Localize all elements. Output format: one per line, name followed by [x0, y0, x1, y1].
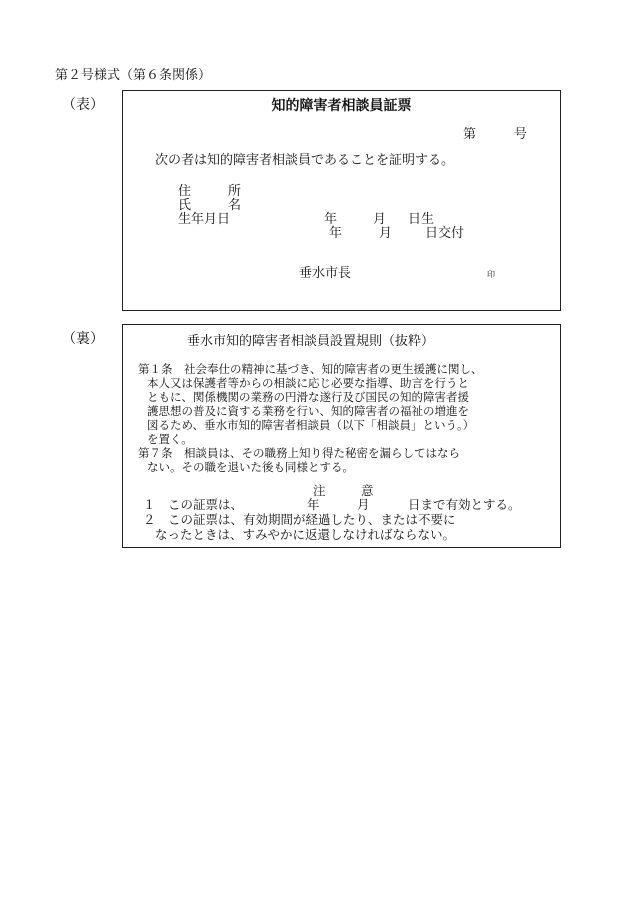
name-label-1: 氏: [178, 198, 192, 213]
mayor-title: 垂水市長: [299, 266, 352, 281]
form-number-label: 第２号様式（第６条関係）: [55, 68, 212, 83]
front-side-label: （表）: [62, 97, 104, 113]
article-line-2: 本人又は保護者等からの相談に応じ必要な指導、助言を行うと: [147, 376, 469, 390]
certificate-title: 知的障害者相談員証票: [271, 98, 412, 114]
back-side-label: （裏）: [62, 331, 104, 347]
issue-year: 年: [329, 226, 343, 241]
issue-day: 日交付: [425, 226, 465, 241]
notice-2-line-1: ２ この証票は、有効期間が経過したり、または不要に: [143, 512, 456, 527]
notice-2-line-2: なったときは、すみやかに返還しなければならない。: [155, 527, 456, 542]
article-line-6: を置く。: [147, 432, 193, 446]
birthdate-label: 生年月日: [178, 212, 231, 227]
address-label-1: 住: [178, 184, 192, 199]
birth-year: 年: [324, 212, 338, 227]
birth-month: 月: [373, 212, 387, 227]
notice-heading-2: 意: [361, 483, 374, 498]
number-go: 号: [514, 127, 528, 142]
seal-mark: 印: [487, 270, 495, 279]
issue-month: 月: [379, 226, 393, 241]
name-label-2: 名: [228, 198, 242, 213]
article-line-1: 第１条 社会奉仕の精神に基づき、知的障害者の更生援護に関し、: [138, 362, 483, 376]
article-line-3: ともに、関係機関の業務の円滑な遂行及び国民の知的障害者援: [147, 390, 469, 404]
notice-1-suffix: 日まで有効とする。: [408, 497, 521, 512]
article-line-7: 第７条 相談員は、その職務上知り得た秘密を漏らしてはなら: [138, 446, 460, 460]
birth-day: 日生: [408, 212, 435, 227]
number-dai: 第: [463, 127, 477, 142]
regulation-title: 垂水市知的障害者相談員設置規則（抜粋）: [187, 334, 435, 349]
notice-1-year: 年: [307, 497, 320, 512]
certificate-back: [122, 324, 561, 548]
notice-1-prefix: １ この証票は、: [143, 497, 244, 512]
article-line-5: 図るため、垂水市知的障害者相談員（以下「相談員」という。）: [147, 418, 475, 432]
certification-statement: 次の者は知的障害者相談員であることを証明する。: [155, 153, 455, 168]
notice-1-month: 月: [357, 497, 370, 512]
certificate-front: [122, 90, 561, 311]
article-line-4: 護思想の普及に資する業務を行い、知的障害者の福祉の増進を: [147, 404, 469, 418]
address-label-2: 所: [228, 184, 242, 199]
article-line-8: ない。その職を退いた後も同様とする。: [147, 460, 354, 474]
notice-heading-1: 注: [313, 483, 326, 498]
